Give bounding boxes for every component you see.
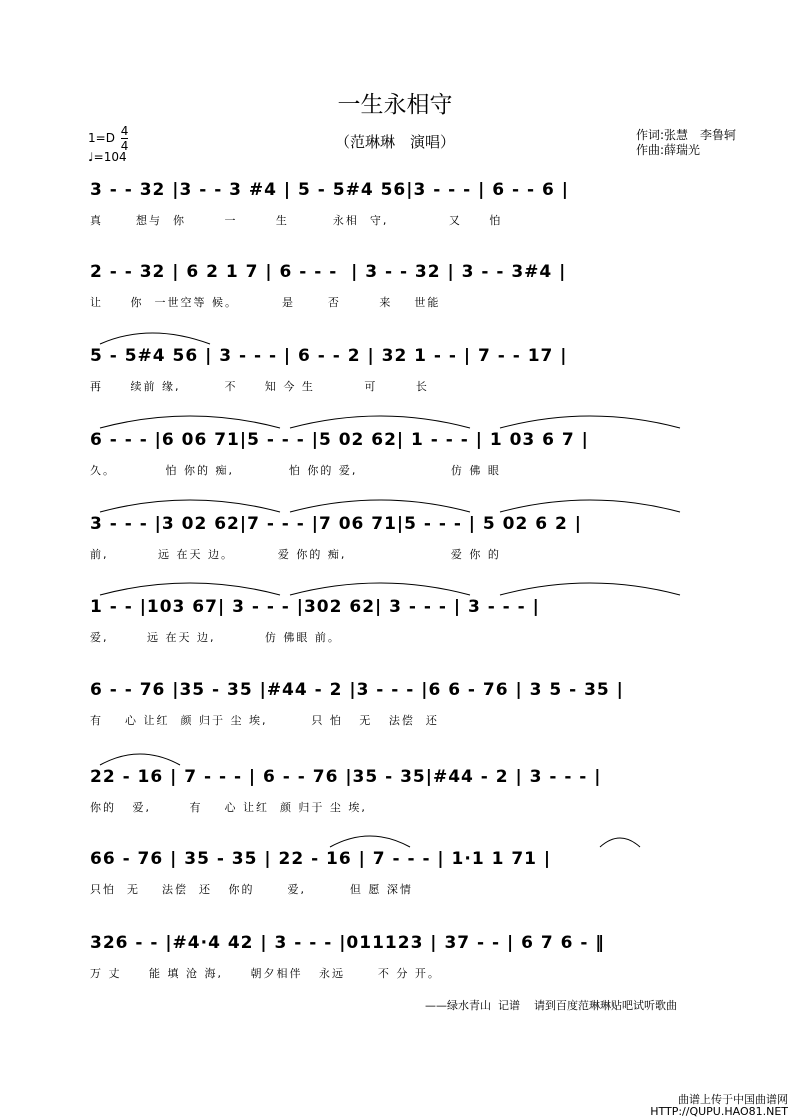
score-system [90, 262, 740, 322]
notation-line: 66 - 76 | 35 - 35 | 22 - 16 | 7 - - - | 1·1 1 71 | [90, 849, 552, 869]
slur-arc [90, 745, 740, 769]
score-system [90, 346, 740, 406]
score-system [90, 180, 740, 240]
slur-arc [90, 408, 740, 432]
composer-credit: 作曲:薛瑞光 [636, 143, 701, 157]
slur-arc [90, 492, 740, 516]
lyrics-line: 让 你 一世空等 候。 是 否 来 世能 [90, 296, 441, 309]
site-stamp: 曲谱上传于中国曲谱网 HTTP://QUPU.HAO81.NET [650, 1093, 788, 1118]
time-denominator: 4 [120, 139, 129, 153]
transcriber-footer: ——绿水青山 记谱 请到百度范琳琳贴吧试听歌曲 [425, 999, 677, 1012]
tempo-value: =104 [93, 150, 127, 164]
notation-line: 3 - - 32 |3 - - 3 #4 | 5 - 5#4 56|3 - - - | 6 - - 6 | [90, 180, 569, 200]
performer-subtitle: （范琳琳 演唱） [334, 133, 455, 151]
notation-line: 1 - - |103 67| 3 - - - |302 62| 3 - - - | 3 - - - | [90, 597, 540, 617]
notation-line: 6 - - 76 |35 - 35 |#44 - 2 |3 - - - |6 6 - 76 | 3 5 - 35 | [90, 680, 624, 700]
notation-line: 6 - - - |6 06 71|5 - - - |5 02 62| 1 - - - | 1 03 6 7 | [90, 430, 589, 450]
time-numerator: 4 [120, 124, 129, 138]
lyrics-line: 只怕 无 法偿 还 你的 爱, 但 愿 深情 [90, 883, 413, 896]
score-system [90, 767, 740, 827]
notation-line: 22 - 16 | 7 - - - | 6 - - 76 |35 - 35|#44 - 2 | 3 - - - | [90, 767, 602, 787]
notation-line: 2 - - 32 | 6 2 1 7 | 6 - - - | 3 - - 32 | 3 - - 3#4 | [90, 262, 567, 282]
lyrics-line: 再 续前 缘, 不 知 今 生 可 长 [90, 380, 429, 393]
key-signature [88, 124, 128, 153]
quarter-note-icon: ♩ [88, 150, 94, 164]
slur-arc [90, 575, 740, 599]
slur-arc [90, 324, 740, 348]
notation-line: 3 - - - |3 02 62|7 - - - |7 06 71|5 - - - | 5 02 6 2 | [90, 514, 582, 534]
lyrics-line: 前, 远 在天 边。 爱 你的 痴, 爱 你 的 [90, 548, 501, 561]
key-label: 1=D [88, 131, 115, 145]
notation-line: 326 - - |#4·4 42 | 3 - - - |011123 | 37 - - | 6 7 6 - ‖ [90, 933, 605, 953]
score-system [90, 849, 740, 909]
tempo-marking [88, 150, 127, 164]
score-system [90, 430, 740, 490]
credits [636, 128, 736, 158]
score-system [90, 933, 740, 993]
slur-arc [90, 827, 740, 851]
score-system [90, 514, 740, 574]
lyricist-credit: 作词:张慧 李鲁轲 [636, 128, 737, 142]
lyrics-line: 你的 爱, 有 心 让红 颜 归于 尘 埃, [90, 801, 367, 814]
lyrics-line: 有 心 让红 颜 归于 尘 埃, 只 怕 无 法偿 还 [90, 714, 439, 727]
lyrics-line: 久。 怕 你的 痴, 怕 你的 爱, 仿 佛 眼 [90, 464, 501, 477]
song-title: 一生永相守 [337, 92, 453, 118]
lyrics-line: 万 丈 能 填 沧 海, 朝夕相伴 永远 不 分 开。 [90, 967, 441, 980]
lyrics-line: 爱, 远 在天 边, 仿 佛眼 前。 [90, 631, 341, 644]
time-signature [121, 124, 129, 153]
score-system [90, 680, 740, 740]
lyrics-line: 真 想与 你 一 生 永相 守, 又 怕 [90, 214, 503, 227]
notation-line: 5 - 5#4 56 | 3 - - - | 6 - - 2 | 32 1 - - | 7 - - 17 | [90, 346, 568, 366]
score-system [90, 597, 740, 657]
